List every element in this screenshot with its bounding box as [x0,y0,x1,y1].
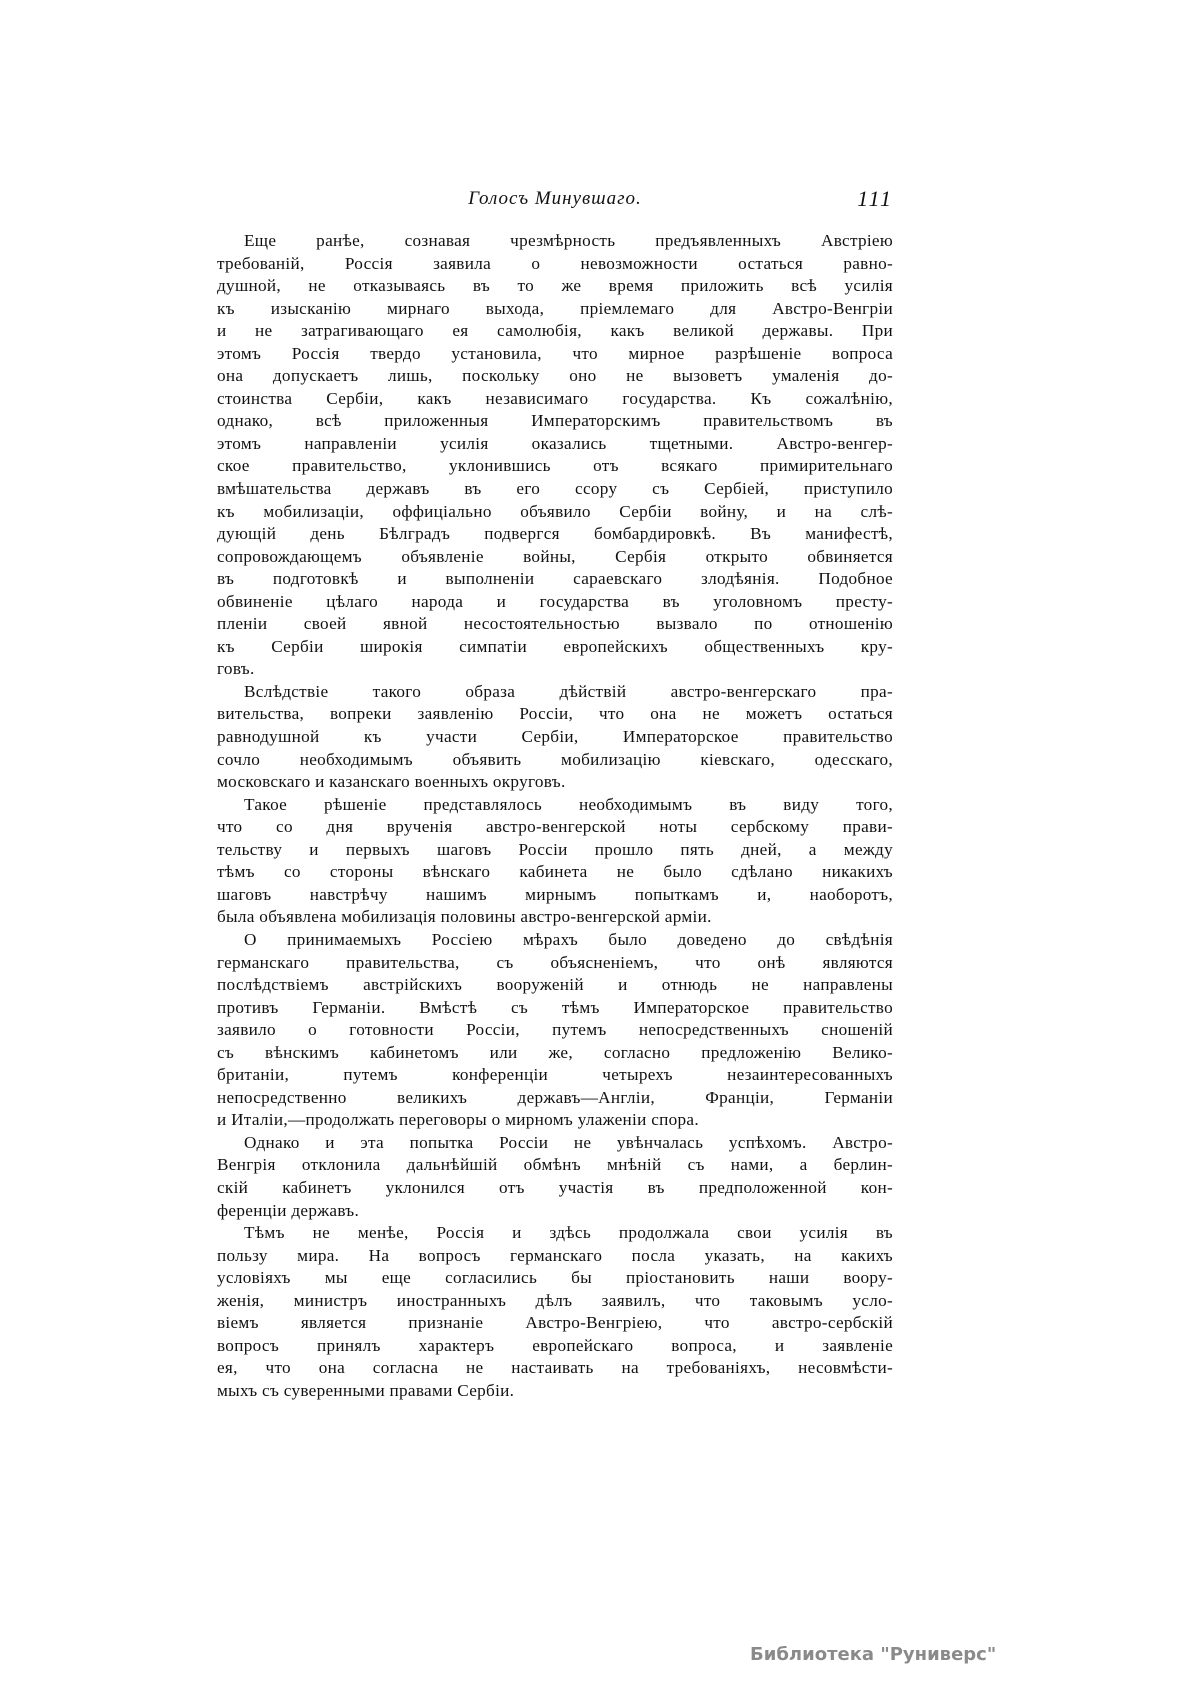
text-line: съ вѣнскимъ кабинетомъ или же, согласно предложенію Велико- [217,1042,893,1062]
text-line: и Италіи,—продолжать переговоры о мирномъ улаженіи спора. [217,1110,699,1130]
text-line: пленіи своей явной несостоятельностью вызвало по отношенію [217,614,893,634]
text-line: была объявлена мобилизація половины австро-венгерской арміи. [217,907,712,927]
text-line: послѣдствіемъ австрійскихъ вооруженій и отнюдь не направлены [217,975,893,995]
library-watermark: Библиотека "Руниверс" [750,1644,997,1665]
text-line: заявило о готовности Россіи, путемъ непосредственныхъ сношеній [217,1020,893,1040]
text-line: тельству и первыхъ шаговъ Россіи прошло пять дней, а между [217,839,893,859]
text-line: требованій, Россія заявила о невозможности остаться равно- [217,253,893,273]
text-line: ея, что она согласна не настаивать на требованіяхъ, несовмѣсти- [217,1358,893,1378]
text-line: московскаго и казанскаго военныхъ округовъ. [217,772,566,792]
paragraph [217,794,893,929]
text-line: противъ Германіи. Вмѣстѣ съ тѣмъ Императорское правительство [217,997,893,1017]
text-line: къ мобилизаціи, оффиціально объявило Сербіи войну, и на слѣ- [217,501,893,521]
paragraph [217,681,893,794]
text-line: душной, не отказываясь въ то же время приложить всѣ усилія [217,276,893,296]
text-line: мыхъ съ суверенными правами Сербіи. [217,1380,515,1400]
text-line: говъ. [217,659,255,679]
text-line: Однако и эта попытка Россіи не увѣнчалась успѣхомъ. Австро- [244,1132,893,1152]
page-number: 111 [857,186,893,211]
text-line: скій кабинетъ уклонился отъ участія въ предположенной кон- [217,1177,893,1197]
running-title: Голосъ Минувшаго. [468,188,642,209]
text-line: германскаго правительства, съ объясненіемъ, что онѣ являются [217,952,893,972]
paragraph [217,1222,893,1402]
text-line: вопросъ принялъ характеръ европейскаго вопроса, и заявленіе [217,1335,893,1355]
text-line: ференціи державъ. [217,1200,360,1220]
text-line: и не затрагивающаго ея самолюбія, какъ великой державы. При [217,321,893,341]
text-line: Такое рѣшеніе представлялось необходимымъ въ виду того, [244,794,893,814]
text-line: сопровождающемъ объявленіе войны, Сербія открыто обвиняется [217,546,893,566]
text-line: къ изысканію мирнаго выхода, пріемлемаго для Австро-Венгріи [217,298,893,318]
text-line: тѣмъ со стороны вѣнскаго кабинета не было сдѣлано никакихъ [217,862,893,882]
text-line: условіяхъ мы еще согласились бы пріостановить наши воору- [217,1268,893,1288]
text-line: однако, всѣ приложенныя Императорскимъ правительствомъ въ [217,411,893,431]
text-line: дующій день Бѣлградъ подвергся бомбардировкѣ. Въ манифестѣ, [217,524,893,544]
text-line: Еще ранѣе, сознавая чрезмѣрность предъявленныхъ Австріею [244,231,893,250]
text-line: въ подготовкѣ и выполненіи сараевскаго злодѣянія. Подобное [217,569,893,589]
text-line: вительства, вопреки заявленію Россіи, что она не можетъ остаться [217,704,893,724]
text-line: равнодушной къ участи Сербіи, Императорское правительство [217,727,893,747]
text-line: віемъ является признаніе Австро-Венгріею, что австро-сербскій [217,1313,893,1333]
running-head [217,188,893,218]
text-line: британіи, путемъ конференціи четырехъ незаинтересованныхъ [217,1065,893,1085]
text-line: шаговъ навстрѣчу нашимъ мирнымъ попыткамъ и, наоборотъ, [217,884,893,904]
paragraph [217,230,893,681]
body-text [217,230,893,1402]
text-line: она допускаетъ лишь, поскольку оно не вызоветъ умаленія до- [217,366,893,386]
text-line: этомъ Россія твердо установила, что мирное разрѣшеніе вопроса [217,343,893,363]
text-line: непосредственно великихъ державъ—Англіи, Франціи, Германіи [217,1087,893,1107]
paragraph [217,929,893,1132]
text-line: что со дня врученія австро-венгерской ноты сербскому прави- [217,817,893,837]
text-line: ское правительство, уклонившись отъ всякаго примирительнаго [217,456,893,476]
text-line: О принимаемыхъ Россіею мѣрахъ было доведено до свѣдѣнія [244,929,893,949]
text-line: стоинства Сербіи, какъ независимаго государства. Къ сожалѣнію, [217,388,893,408]
text-line: обвиненіе цѣлаго народа и государства въ уголовномъ престу- [217,591,893,611]
paragraph [217,1132,893,1222]
text-line: Вслѣдствіе такого образа дѣйствій австро-венгерскаго пра- [244,681,893,701]
text-line: женія, министръ иностранныхъ дѣлъ заявилъ, что таковымъ усло- [217,1290,893,1310]
text-line: вмѣшательства державъ въ его ссору съ Сербіей, приступило [217,479,893,499]
text-line: къ Сербіи широкія симпатіи европейскихъ общественныхъ кру- [217,636,893,656]
text-line: сочло необходимымъ объявить мобилизацію кіевскаго, одесскаго, [217,749,893,769]
text-line: Венгрія отклонила дальнѣйшій обмѣнъ мнѣній съ нами, а берлин- [217,1155,893,1175]
text-line: пользу мира. На вопросъ германскаго посла указать, на какихъ [217,1245,893,1265]
text-line: Тѣмъ не менѣе, Россія и здѣсь продолжала свои усилія въ [244,1223,893,1243]
text-line: этомъ направленіи усилія оказались тщетными. Австро-венгер- [217,433,893,453]
